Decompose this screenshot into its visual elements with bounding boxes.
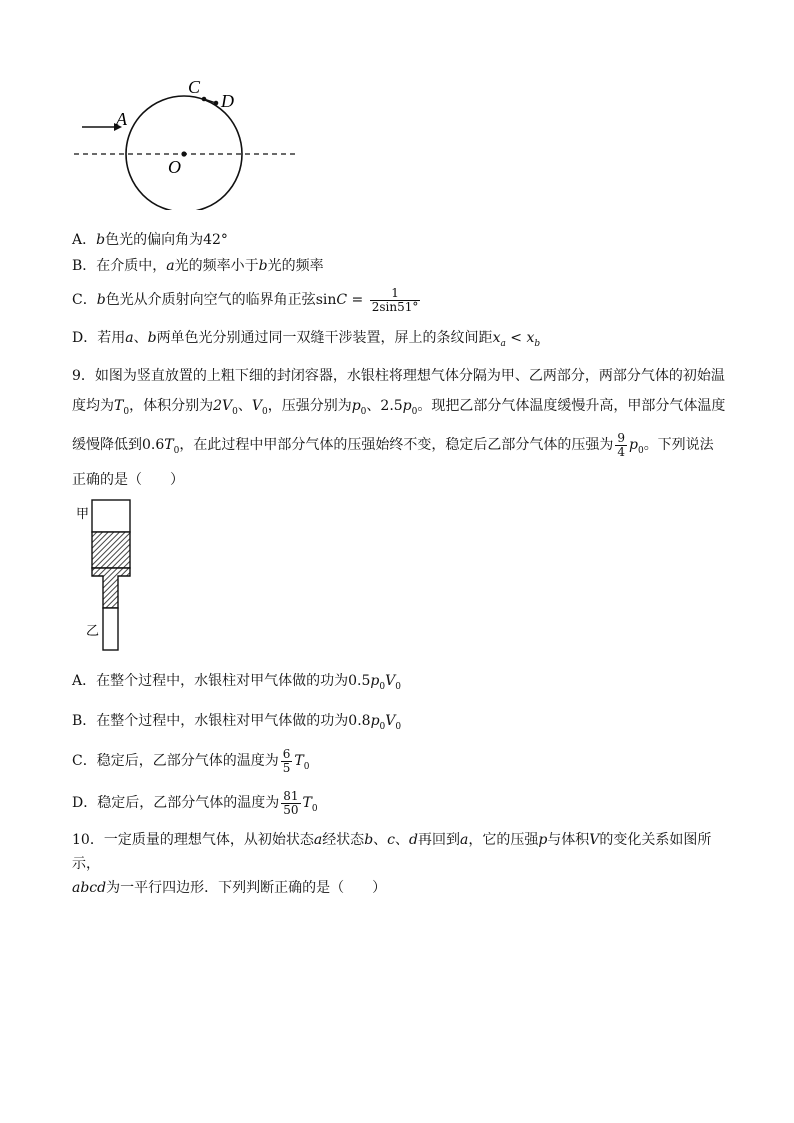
q9-line3-p-sub: 0 bbox=[637, 445, 644, 456]
q8-option-b-a: a bbox=[166, 258, 175, 274]
q8-option-d-suba: a bbox=[500, 338, 506, 349]
q9-option-d bbox=[72, 788, 318, 824]
q9-line1-text: 如图为竖直放置的上粗下细的封闭容器，水银柱将理想气体分隔为甲、乙两部分，两部分气体的初始温 bbox=[94, 368, 725, 384]
q9-line2-d: 。现把乙部分气体温度缓慢升高，甲部分气体温度 bbox=[417, 398, 726, 414]
q8-option-c-eq: = bbox=[347, 292, 368, 308]
q8-option-b-text1: 在介质中， bbox=[96, 258, 167, 274]
q8-option-b-letter: B． bbox=[72, 258, 97, 274]
q9-T0: T bbox=[114, 398, 124, 414]
q8-option-b-text2: 光的频率小于 bbox=[174, 258, 259, 274]
label-C: C bbox=[188, 77, 201, 97]
q9-p1-sub: 0 bbox=[360, 406, 367, 417]
q9-option-b-V: V bbox=[385, 713, 396, 729]
q9-option-a-V: V bbox=[385, 673, 396, 689]
q8-option-a-text: 色光的偏向角为42° bbox=[105, 232, 228, 248]
q8-option-c-letter: C． bbox=[72, 292, 97, 308]
q10-a2: a bbox=[459, 832, 469, 848]
q9-line3-val: 0.6 bbox=[142, 437, 165, 453]
q10-b: b bbox=[364, 832, 374, 848]
q8-option-a-b: b bbox=[96, 232, 106, 248]
q10-t3: 再回到 bbox=[417, 832, 460, 848]
narrow-tube-gas bbox=[103, 608, 118, 650]
q10-t6: 的变化关系如图所 bbox=[599, 832, 712, 848]
q8-option-d-xb: x bbox=[526, 330, 535, 346]
q9-v2: 2V bbox=[213, 398, 233, 414]
q10-V: V bbox=[589, 832, 600, 848]
q10-number: 10． bbox=[72, 832, 104, 848]
q10-c: c bbox=[387, 832, 395, 848]
q9-line4 bbox=[72, 470, 184, 490]
q8-option-b-text3: 光的频率 bbox=[267, 258, 324, 274]
q9-line2-b: ，体积分别为 bbox=[129, 398, 214, 414]
q9-line1 bbox=[72, 366, 725, 386]
q9-psep: 、2.5 bbox=[366, 398, 403, 414]
wide-tube-gas bbox=[92, 500, 130, 532]
q9-fraction-9-4 bbox=[615, 432, 627, 459]
q9-option-c-den: 5 bbox=[282, 760, 291, 775]
q9-number: 9． bbox=[72, 368, 95, 384]
q9-v2-sub: 0 bbox=[232, 406, 238, 417]
q10-t2: 经状态 bbox=[322, 832, 365, 848]
q10-line2-text: 示， bbox=[72, 856, 100, 872]
q9-line3-c: 。下列说法 bbox=[643, 437, 714, 453]
q10-s2: 、 bbox=[395, 832, 409, 848]
q9-line3-p: p bbox=[628, 437, 638, 453]
label-yi: 乙 bbox=[86, 623, 100, 638]
q8-option-d-sep: 、 bbox=[133, 330, 148, 346]
q9-T0-sub: 0 bbox=[123, 406, 130, 417]
q9-line2-a: 度均为 bbox=[72, 398, 114, 414]
q9-option-c-T: T bbox=[294, 753, 304, 769]
q8-option-a bbox=[72, 230, 228, 250]
q9-option-d-text: 稳定后，乙部分气体的温度为 bbox=[97, 795, 280, 811]
q8-option-d-lt: < bbox=[505, 330, 527, 346]
q9-line3 bbox=[72, 430, 714, 466]
q9-option-b-p-sub: 0 bbox=[379, 721, 386, 732]
q8-option-d-xa: x bbox=[492, 330, 501, 346]
q8-option-b bbox=[72, 256, 324, 276]
q10-t1: 一定质量的理想气体，从初始状态 bbox=[103, 832, 314, 848]
q9-option-b-text: 在整个过程中，水银柱对甲气体做的功为 bbox=[96, 713, 349, 729]
q9-option-d-den: 50 bbox=[283, 802, 299, 817]
q9-option-c-letter: C． bbox=[72, 753, 97, 769]
q10-s1: 、 bbox=[373, 832, 388, 848]
label-O: O bbox=[168, 157, 181, 177]
q9-line4-text: 正确的是（ ） bbox=[72, 472, 184, 488]
q10-t5: 与体积 bbox=[547, 832, 590, 848]
q9-line3-T-sub: 0 bbox=[173, 445, 180, 456]
q9-option-a-val: 0.5 bbox=[348, 673, 371, 689]
q8-circle-figure bbox=[70, 70, 310, 210]
q8-option-d-text1: 若用 bbox=[97, 330, 126, 346]
q9-option-a-p: p bbox=[370, 673, 380, 689]
q9-option-c-num: 6 bbox=[282, 746, 291, 761]
q8-option-d-a: a bbox=[125, 330, 134, 346]
q10-p: p bbox=[538, 832, 548, 848]
q8-option-c-fraction bbox=[370, 287, 421, 314]
q9-option-d-T-sub: 0 bbox=[311, 803, 318, 814]
wide-tube-mercury bbox=[92, 532, 130, 568]
q9-option-d-T: T bbox=[302, 795, 312, 811]
q8-option-a-letter: A． bbox=[72, 232, 97, 248]
q8-option-c-num: 1 bbox=[370, 287, 421, 301]
q8-option-d-text2: 两单色光分别通过同一双缝干涉装置，屏上的条纹间距 bbox=[156, 330, 493, 346]
q9-option-c-fraction bbox=[281, 748, 293, 775]
q9-v1-sub: 0 bbox=[261, 406, 268, 417]
q8-option-d-letter: D． bbox=[72, 330, 98, 346]
q9-p2-sub: 0 bbox=[411, 406, 418, 417]
q9-frac-num: 9 bbox=[617, 430, 625, 445]
q8-option-b-b: b bbox=[258, 258, 268, 274]
q10-a: a bbox=[313, 832, 323, 848]
q9-p2: p bbox=[402, 398, 412, 414]
q10-line3 bbox=[72, 878, 386, 898]
q9-option-a-letter: A． bbox=[72, 673, 97, 689]
q9-line3-T: T bbox=[164, 437, 174, 453]
q9-option-d-num: 81 bbox=[283, 788, 299, 803]
q9-option-b-val: 0.8 bbox=[348, 713, 371, 729]
q9-option-b-p: p bbox=[370, 713, 380, 729]
q8-option-c-b: b bbox=[96, 292, 106, 308]
q10-abcd: abcd bbox=[72, 880, 107, 896]
q10-line2 bbox=[72, 854, 100, 874]
q9-option-a-text: 在整个过程中，水银柱对甲气体做的功为 bbox=[96, 673, 349, 689]
q10-line1 bbox=[72, 830, 711, 850]
q9-option-c-T-sub: 0 bbox=[303, 761, 310, 772]
q9-option-a-V-sub: 0 bbox=[395, 681, 401, 692]
q8-option-d bbox=[72, 328, 540, 354]
q9-option-a-p-sub: 0 bbox=[379, 681, 386, 692]
q9-option-c bbox=[72, 746, 309, 782]
q9-option-b bbox=[72, 711, 401, 737]
q8-option-d-subb: b bbox=[534, 338, 541, 349]
q8-option-c-den: 2sin51° bbox=[371, 299, 419, 314]
q9-option-b-letter: B． bbox=[72, 713, 97, 729]
center-point bbox=[181, 151, 186, 156]
q9-container-figure bbox=[70, 496, 140, 656]
q9-line2 bbox=[72, 396, 725, 422]
q10-d: d bbox=[409, 832, 418, 848]
q8-option-c bbox=[72, 286, 422, 314]
q9-frac-den: 4 bbox=[617, 444, 625, 459]
q9-vsep: 、 bbox=[237, 398, 252, 414]
q9-option-d-letter: D． bbox=[72, 795, 98, 811]
label-A: A bbox=[116, 109, 127, 129]
q8-option-c-C: C bbox=[336, 292, 348, 308]
q9-v1: V bbox=[251, 398, 262, 414]
q9-option-c-text: 稳定后，乙部分气体的温度为 bbox=[96, 753, 279, 769]
q9-option-d-fraction bbox=[281, 790, 300, 817]
q8-option-c-text: 色光从介质射向空气的临界角正弦 bbox=[105, 292, 316, 308]
q9-line3-b: ，在此过程中甲部分气体的压强始终不变，稳定后乙部分气体的压强为 bbox=[179, 437, 614, 453]
label-jia: 甲 bbox=[76, 506, 90, 521]
q9-p1: p bbox=[351, 398, 361, 414]
q8-option-c-sin: sin bbox=[315, 292, 337, 308]
q8-option-d-b: b bbox=[147, 330, 157, 346]
q9-option-a bbox=[72, 671, 401, 697]
neck-mercury bbox=[92, 568, 130, 608]
q9-option-b-V-sub: 0 bbox=[395, 721, 402, 732]
q10-t4: ，它的压强 bbox=[468, 832, 539, 848]
label-D: D bbox=[221, 91, 234, 111]
q9-line2-c: ，压强分别为 bbox=[267, 398, 352, 414]
q10-line3-text: 为一平行四边形．下列判断正确的是（ ） bbox=[106, 880, 387, 896]
q9-line3-a: 缓慢降低到 bbox=[72, 437, 142, 453]
